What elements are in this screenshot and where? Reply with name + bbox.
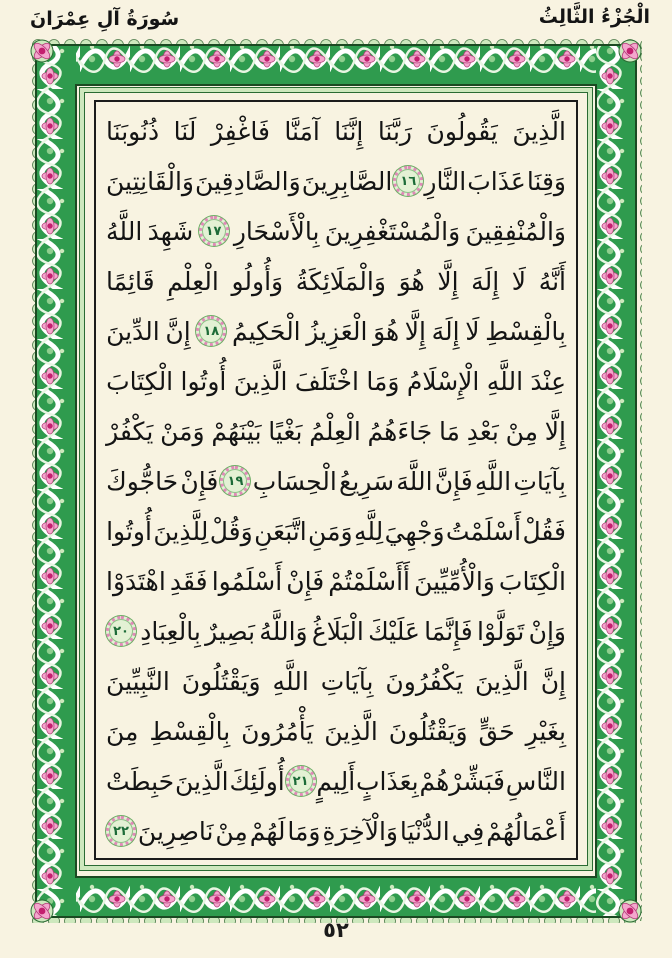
quran-word: قَائِمًا [106, 266, 155, 296]
quran-word: وَأُولُو [231, 266, 284, 296]
quran-line [106, 656, 566, 706]
quran-word: الَّذِينَ [324, 716, 378, 746]
ayah-marker: ٢٢ [106, 816, 136, 846]
text-frame [94, 100, 578, 860]
quran-word: وَقِنَا [526, 166, 566, 196]
quran-word: وَجْهِيَ [384, 516, 445, 546]
quran-word: يَأْمُرُونَ [241, 716, 314, 746]
quran-word: مِنَ [106, 716, 139, 746]
quran-word: الَّذِينَ [475, 666, 529, 696]
quran-word: وَالْمُسْتَغْفِرِينَ [324, 216, 461, 246]
quran-word: عَلَيْكَ [368, 616, 420, 646]
quran-word: اخْتَلَفَ [294, 366, 359, 396]
ayah-marker: ٢١ [286, 766, 316, 796]
ayah-marker: ٢٠ [106, 616, 136, 646]
quran-word: فَإِنْ [180, 466, 219, 496]
quran-word: وَإِنْ [528, 616, 566, 646]
quran-word: عَذَابَ [467, 166, 526, 196]
quran-word: بِالْأَسْحَارِ [233, 216, 320, 246]
quran-word: بِالْقِسْطِ [149, 716, 231, 746]
border-band-bottom [36, 877, 636, 917]
quran-line [106, 756, 566, 806]
quran-line [106, 706, 566, 756]
quran-word: وَاللَّهُ [259, 616, 308, 646]
quran-line [106, 506, 566, 556]
quran-word: بِآيَاتِ [320, 666, 374, 696]
quran-word: مَا [438, 416, 460, 446]
quran-word: الْعِلْمِ [167, 266, 219, 296]
ayah-marker: ١٩ [220, 466, 250, 496]
quran-word: الدُّنْيَا [399, 816, 450, 846]
quran-word: إِنَّنَا [334, 116, 364, 146]
quran-word: فَقَدِ [169, 566, 208, 596]
quran-word: بِآيَاتِ [513, 466, 566, 496]
quran-word: بِعَذَابٍ [356, 766, 419, 796]
quran-word: الْبَلَاغُ [311, 616, 364, 646]
quran-word: الْحِسَابِ [252, 466, 337, 496]
quran-word: وَالْأُمِّيِّينَ [414, 566, 495, 596]
quran-word: إِلَّا [437, 266, 459, 296]
quran-word: اللَّهِ [486, 366, 524, 396]
quran-word: اهْتَدَوْا [106, 566, 166, 596]
quran-word: يَكْفُرْ [106, 416, 154, 446]
quran-word: وَالْآخِرَةِ [322, 816, 398, 846]
quran-line [106, 556, 566, 606]
quran-word: أُولَئِكَ [229, 766, 285, 796]
quran-text-block [96, 102, 576, 858]
quran-line [106, 306, 566, 356]
quran-word: اتَّبَعَنِ [254, 516, 307, 546]
quran-word: الدِّينَ [106, 316, 160, 346]
quran-word: فَإِنَّ [434, 466, 473, 496]
quran-word: حَبِطَتْ [106, 766, 175, 796]
quran-word: النَّاسِ [505, 766, 566, 796]
quran-word: بَيْنَهُمْ [211, 416, 262, 446]
quran-word: رَبَّنَا [377, 116, 413, 146]
border-band-top [36, 45, 636, 85]
quran-word: هُوَ [398, 266, 425, 296]
quran-word: بِغَيْرِ [525, 716, 566, 746]
ayah-marker: ١٨ [196, 316, 226, 346]
quran-word: النَّبِيِّينَ [106, 666, 170, 696]
quran-word: إِنَّ [540, 666, 566, 696]
quran-word: مِنْ [505, 416, 539, 446]
quran-word: بِالْعِبَادِ [140, 616, 201, 646]
quran-word: مِنْ [215, 816, 248, 846]
quran-word: أُوتُوا [106, 516, 152, 546]
quran-word: الْكِتَابَ [498, 566, 566, 596]
quran-word: يَكْفُرُونَ [385, 666, 464, 696]
quran-word: الَّذِينَ [174, 766, 229, 796]
border-band-left [36, 45, 76, 917]
quran-word: عِنْدَ [530, 366, 566, 396]
quran-word: حَقٍّ [478, 716, 515, 746]
quran-word: تَوَلَّوْا [477, 616, 525, 646]
quran-line [106, 156, 566, 206]
quran-word: وَيَقْتُلُونَ [181, 666, 261, 696]
quran-word: شَهِدَ [147, 216, 194, 246]
quran-word: لَا [511, 266, 527, 296]
quran-word: أَسْلَمُوا [211, 566, 283, 596]
quran-word: وَمَا [287, 816, 321, 846]
quran-line [106, 106, 566, 156]
quran-word: فِي [451, 816, 485, 846]
quran-word: إِنَّ [165, 316, 191, 346]
quran-word: اللَّهِ [474, 466, 512, 496]
quran-word: أَلِيمٍ [316, 766, 356, 796]
quran-word: ذُنُوبَنَا [106, 116, 160, 146]
quran-word: الْكِتَابَ [106, 366, 174, 396]
ayah-marker: ١٧ [199, 216, 229, 246]
quran-word: النَّارِ [424, 166, 467, 196]
quran-word: وَمَنِ [308, 516, 353, 546]
quran-word: أَسْلَمْتُ [445, 516, 522, 546]
quran-line [106, 456, 566, 506]
quran-word: إِلَّا [404, 316, 427, 346]
juz-title: الْجُزْءُ الثَّالِثُ [538, 6, 650, 28]
quran-line [106, 406, 566, 456]
quran-word: لِلَّذِينَ [153, 516, 209, 546]
quran-word: الَّذِينَ [512, 116, 566, 146]
quran-word: هُوَ [373, 316, 400, 346]
quran-line [106, 606, 566, 656]
quran-word: وَمَنْ [160, 416, 205, 446]
quran-word: وَمَا [366, 366, 400, 396]
quran-word: بِالْقِسْطِ [485, 316, 566, 346]
quran-line [106, 806, 566, 856]
quran-word: فَاغْفِرْ [210, 116, 270, 146]
quran-word: الَّذِينَ [233, 366, 288, 396]
quran-word: لِلَّهِ [353, 516, 384, 546]
page-number: ٥٢ [323, 918, 349, 942]
quran-word: أُوتُوا [180, 366, 227, 396]
quran-word: الْإِسْلَامُ [406, 366, 480, 396]
quran-word: وَالصَّادِقِينَ [195, 166, 301, 196]
quran-word: أَأَسْلَمْتُمْ [328, 566, 410, 596]
border-band-right [596, 45, 636, 917]
quran-word: الْحَكِيمُ [231, 316, 301, 346]
quran-word: إِلَهَ [471, 266, 500, 296]
quran-word: وَالْقَانِتِينَ [106, 166, 194, 196]
quran-word: بَغْيًا [268, 416, 303, 446]
quran-word: الْعَزِيزُ [306, 316, 368, 346]
quran-word: إِلَهَ [431, 316, 460, 346]
quran-word: الصَّابِرِينَ [301, 166, 393, 196]
quran-word: فَإِنْ [286, 566, 325, 596]
quran-word: لَنَا [173, 116, 197, 146]
quran-line [106, 256, 566, 306]
quran-word: إِلَّا [544, 416, 566, 446]
quran-word: وَقُلْ [209, 516, 253, 546]
quran-word: حَاجُّوكَ [106, 466, 179, 496]
quran-word: فَبَشِّرْهُمْ [419, 766, 505, 796]
quran-line [106, 206, 566, 256]
quran-word: وَالْمُنْفِقِينَ [465, 216, 566, 246]
quran-word: بَصِيرٌ [205, 616, 256, 646]
quran-word: أَعْمَالُهُمْ [486, 816, 566, 846]
quran-word: اللَّهِ [272, 666, 309, 696]
quran-word: اللَّهَ [396, 466, 433, 496]
quran-word: بَعْدِ [466, 416, 499, 446]
quran-word: لَا [465, 316, 480, 346]
quran-word: لَهُمْ [249, 816, 286, 846]
quran-word: وَيَقْتُلُونَ [388, 716, 468, 746]
quran-word: آمَنَّا [284, 116, 320, 146]
quran-word: يَقُولُونَ [426, 116, 498, 146]
quran-word: جَاءَهُمُ [367, 416, 433, 446]
quran-word: الْعِلْمُ [309, 416, 361, 446]
ayah-marker: ١٦ [393, 166, 423, 196]
quran-word: سَرِيعُ [339, 466, 395, 496]
quran-word: نَاصِرِينَ [137, 816, 214, 846]
quran-word: فَقُلْ [522, 516, 566, 546]
quran-word: أَنَّهُ [538, 266, 566, 296]
surah-title: سُورَةُ آلِ عِمْرَانَ [30, 8, 180, 30]
quran-word: وَالْمَلَائِكَةُ [295, 266, 386, 296]
quran-word: فَإِنَّمَا [424, 616, 473, 646]
quran-line [106, 356, 566, 406]
quran-word: اللَّهُ [106, 216, 143, 246]
